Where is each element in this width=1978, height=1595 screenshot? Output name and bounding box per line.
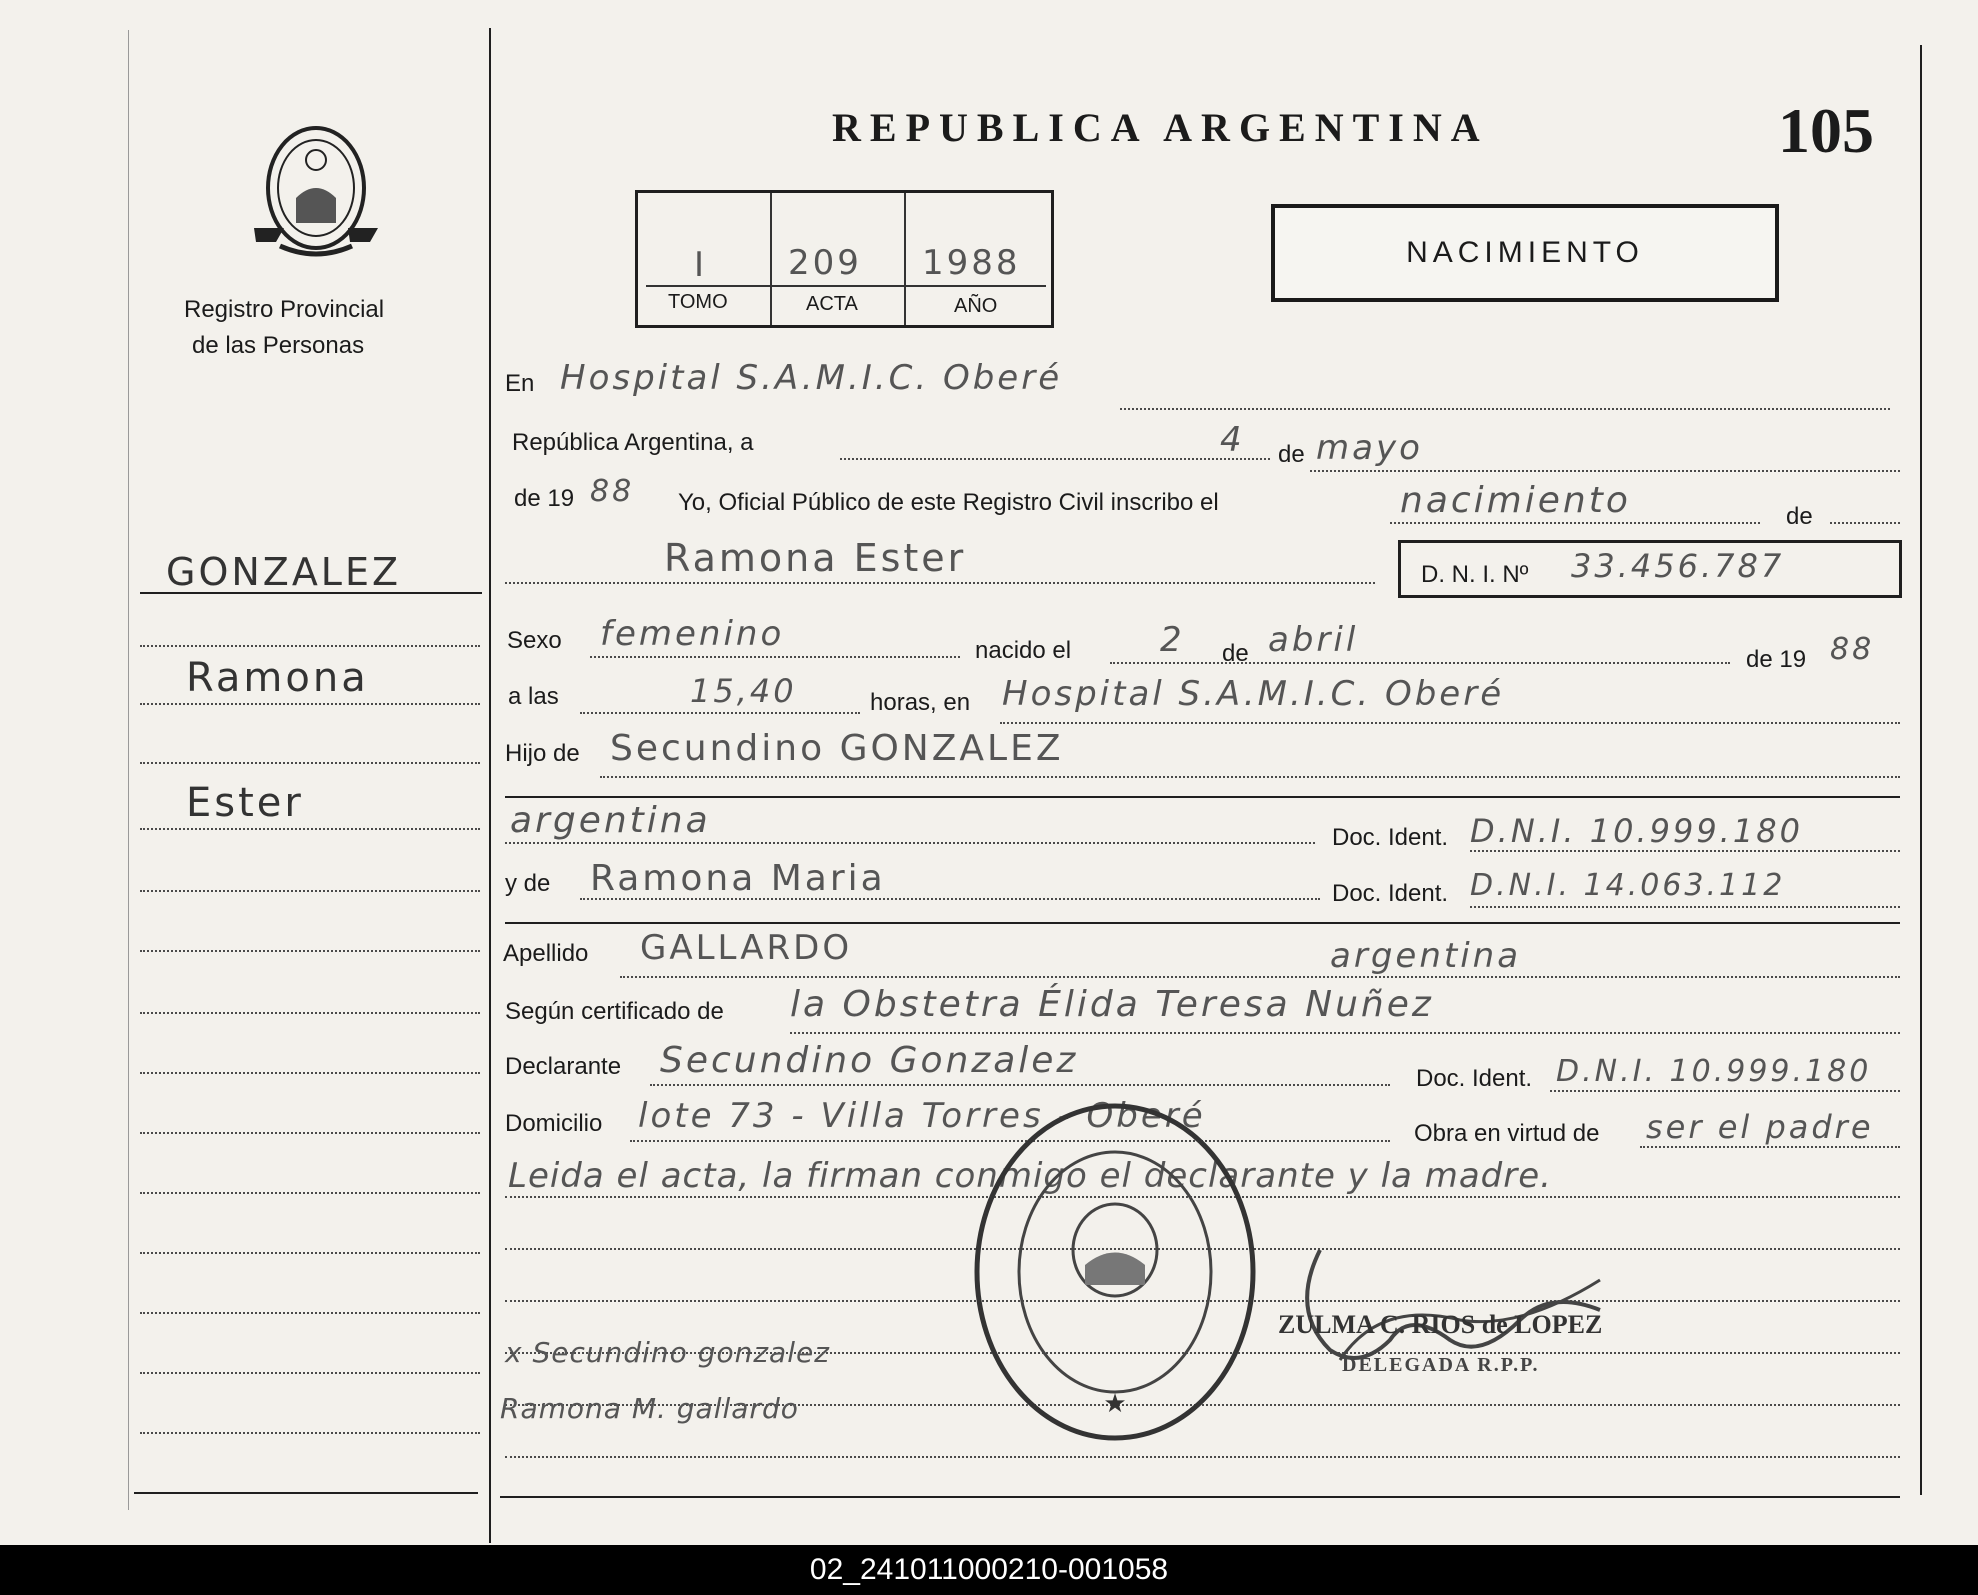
en-value: Hospital S.A.M.I.C. Oberé bbox=[560, 358, 1063, 398]
row-line bbox=[505, 922, 1900, 924]
row-line bbox=[505, 796, 1900, 798]
sexo-label: Sexo bbox=[507, 627, 562, 654]
field-line bbox=[840, 458, 1270, 460]
left-dots bbox=[140, 1012, 480, 1014]
left-line bbox=[140, 592, 482, 594]
time-value: 15,40 bbox=[690, 672, 797, 710]
field-line bbox=[580, 898, 1320, 900]
registry-line-1: Registro Provincial bbox=[184, 296, 385, 323]
left-dots bbox=[140, 645, 480, 647]
year-value: 88 bbox=[590, 474, 635, 509]
official-name: ZULMA C. RIOS de LOPEZ bbox=[1278, 1310, 1603, 1339]
doc-label-2: Doc. Ident. bbox=[1332, 880, 1449, 907]
oficial-label: Yo, Oficial Público de este Registro Civil inscribo el bbox=[678, 489, 1219, 516]
declarante-doc: D.N.I. 10.999.180 bbox=[1556, 1054, 1872, 1089]
left-name-1: Ramona bbox=[186, 655, 369, 701]
bottom-line bbox=[500, 1496, 1900, 1498]
father-name: Secundino GONZALEZ bbox=[610, 728, 1064, 769]
field-line bbox=[1000, 722, 1900, 724]
de19-label-2: de 19 bbox=[1746, 646, 1807, 673]
inscribo-value: nacimiento bbox=[1400, 480, 1631, 521]
field-line bbox=[1830, 522, 1900, 524]
place-value: Hospital S.A.M.I.C. Oberé bbox=[1002, 674, 1505, 714]
field-line bbox=[1470, 906, 1900, 908]
field-line bbox=[505, 1456, 1900, 1458]
left-dots bbox=[140, 1072, 480, 1074]
field-line bbox=[1470, 850, 1900, 852]
birth-month: abril bbox=[1268, 620, 1359, 660]
field-line bbox=[505, 842, 1315, 844]
de-label-2: de bbox=[1786, 503, 1813, 530]
left-name-2: Ester bbox=[186, 780, 304, 826]
mother-name: Ramona Maria bbox=[590, 858, 886, 899]
svg-text:★: ★ bbox=[1103, 1389, 1127, 1419]
doc-label: Doc. Ident. bbox=[1332, 824, 1449, 851]
left-dots bbox=[140, 1372, 480, 1374]
yde-label: y de bbox=[505, 870, 551, 897]
month-value: mayo bbox=[1316, 428, 1423, 468]
left-dots bbox=[140, 1132, 480, 1134]
left-surname: GONZALEZ bbox=[166, 550, 402, 594]
child-name: Ramona Ester bbox=[664, 536, 967, 580]
tomo-label: TOMO bbox=[668, 291, 728, 313]
de19-label: de 19 bbox=[514, 485, 575, 512]
left-bottom-line bbox=[134, 1492, 478, 1494]
de-label: de bbox=[1278, 441, 1305, 468]
scan-code: 02_241011000210-001058 bbox=[0, 1545, 1978, 1595]
day-value: 4 bbox=[1220, 420, 1245, 460]
field-line bbox=[1550, 1090, 1900, 1092]
field-line bbox=[580, 712, 860, 714]
field-line bbox=[590, 656, 960, 658]
country-title: REPUBLICA ARGENTINA bbox=[832, 105, 1489, 150]
misiones-emblem-icon bbox=[244, 118, 388, 268]
mother-surname: GALLARDO bbox=[640, 928, 853, 968]
dni-box bbox=[1398, 540, 1902, 598]
republica-label: República Argentina, a bbox=[512, 429, 754, 456]
apellido-label: Apellido bbox=[503, 940, 589, 967]
de-label-3: de bbox=[1222, 640, 1249, 667]
column-divider bbox=[489, 28, 491, 1543]
birth-day: 2 bbox=[1160, 620, 1185, 660]
right-border bbox=[1920, 45, 1922, 1495]
acta-value: 209 bbox=[788, 243, 862, 283]
tomo-value: I bbox=[694, 245, 708, 285]
left-dots bbox=[140, 890, 480, 892]
left-dots bbox=[140, 1432, 480, 1434]
declarante-value: Secundino Gonzalez bbox=[660, 1040, 1079, 1081]
nacido-label: nacido el bbox=[975, 637, 1072, 664]
field-line bbox=[1310, 470, 1900, 472]
sexo-value: femenino bbox=[600, 614, 785, 654]
segun-label: Según certificado de bbox=[505, 998, 724, 1025]
field-line bbox=[1390, 522, 1760, 524]
left-dots bbox=[140, 950, 480, 952]
signature-mother: Ramona M. gallardo bbox=[500, 1392, 799, 1425]
act-type-label: NACIMIENTO bbox=[1406, 236, 1644, 269]
field-line bbox=[1640, 1146, 1900, 1148]
field-line bbox=[1110, 662, 1730, 664]
anio-value: 1988 bbox=[922, 243, 1021, 283]
anio-label: AÑO bbox=[954, 295, 998, 317]
mother-doc: D.N.I. 14.063.112 bbox=[1470, 868, 1786, 903]
field-line bbox=[505, 582, 1375, 584]
left-dots bbox=[140, 828, 480, 830]
official-seal-stamp bbox=[970, 1100, 1260, 1445]
left-dots bbox=[140, 703, 480, 705]
left-dots bbox=[140, 762, 480, 764]
en-label: En bbox=[505, 370, 535, 397]
left-dots bbox=[140, 1252, 480, 1254]
dni-label: D. N. I. Nº bbox=[1421, 561, 1529, 588]
field-line bbox=[620, 976, 1900, 978]
father-nationality: argentina bbox=[510, 800, 711, 841]
acta-label: ACTA bbox=[806, 293, 858, 315]
alas-label: a las bbox=[508, 683, 559, 710]
father-doc: D.N.I. 10.999.180 bbox=[1470, 812, 1803, 850]
page-number: 105 bbox=[1778, 95, 1874, 166]
mother-nationality: argentina bbox=[1330, 936, 1522, 976]
field-line bbox=[1120, 408, 1890, 410]
doc-label-3: Doc. Ident. bbox=[1416, 1065, 1533, 1092]
field-line bbox=[600, 776, 1900, 778]
act-type-box bbox=[1271, 204, 1779, 302]
domicilio-value: lote 73 - Villa Torres - Oberé bbox=[638, 1096, 1206, 1136]
domicilio-label: Domicilio bbox=[505, 1110, 603, 1137]
obra-label: Obra en virtud de bbox=[1414, 1120, 1600, 1147]
signature-father: x Secundino gonzalez bbox=[505, 1336, 830, 1369]
left-dots bbox=[140, 1192, 480, 1194]
left-dots bbox=[140, 1312, 480, 1314]
field-line bbox=[790, 1032, 1900, 1034]
horas-label: horas, en bbox=[870, 689, 971, 716]
registry-line-2: de las Personas bbox=[192, 332, 365, 359]
official-title: DELEGADA R.P.P. bbox=[1342, 1354, 1540, 1376]
dni-value: 33.456.787 bbox=[1571, 547, 1785, 585]
left-border bbox=[128, 30, 129, 1510]
register-box bbox=[635, 190, 1054, 328]
leida-text: Leida el acta, la firman conmigo el declarante y la madre. bbox=[508, 1156, 1552, 1196]
obra-value: ser el padre bbox=[1646, 1108, 1874, 1146]
declarante-label: Declarante bbox=[505, 1053, 622, 1080]
birth-year: 88 bbox=[1830, 632, 1875, 667]
certificate-value: la Obstetra Élida Teresa Nuñez bbox=[790, 984, 1434, 1025]
hijo-label: Hijo de bbox=[505, 740, 580, 767]
field-line bbox=[650, 1084, 1390, 1086]
